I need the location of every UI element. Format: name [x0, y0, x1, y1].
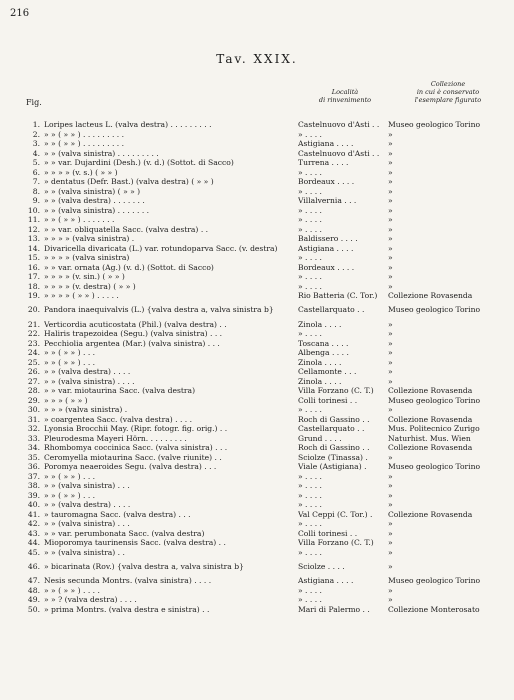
species-name: » » » » ( » » ) . . . . . — [44, 291, 119, 300]
table-row — [0, 462, 514, 472]
collection: Museo geologico Torino — [388, 462, 481, 471]
locality: Roch di Gassino . . — [298, 443, 370, 452]
collection: » — [388, 376, 393, 386]
locality: Mari di Palermo . . — [298, 604, 370, 614]
table-row — [0, 538, 514, 548]
figure-number: 12. — [27, 224, 40, 234]
locality: Turrena . . . . — [298, 158, 349, 167]
figure-number: 16. — [27, 262, 40, 272]
figure-number: 36. — [27, 462, 40, 471]
table-row — [0, 158, 514, 168]
locality: Sciolze . . . . — [298, 561, 345, 571]
locality: » . . . . — [298, 215, 322, 224]
figure-number: 50. — [27, 604, 40, 614]
locality: Villa Forzano (C. T.) — [298, 386, 374, 395]
locality: Albenga . . . . — [298, 348, 349, 357]
table-row — [0, 386, 514, 396]
species-name: » » ( » » ) . . . — [44, 348, 96, 357]
species-name: Haliris trapezoidea (Segu.) (valva sinistra) . . . — [44, 329, 223, 338]
locality: » . . . . — [298, 272, 322, 281]
collection: Collezione Rovasenda — [388, 414, 473, 424]
table-row — [0, 481, 514, 491]
figure-number: 27. — [27, 376, 40, 386]
collection: Collezione Rovasenda — [388, 386, 473, 395]
table-row — [0, 548, 514, 558]
table-row — [0, 500, 514, 510]
figure-number: 30. — [27, 405, 40, 414]
figure-number: 2. — [32, 129, 40, 139]
locality: Roch di Gassino . . — [298, 414, 370, 424]
collection: » — [388, 205, 393, 215]
species-name: » » (valva sinistra) . . . — [44, 519, 130, 528]
table-row — [0, 130, 514, 140]
species-name: » » ( » » ) . . . — [44, 357, 96, 367]
species-name: » » » » (valva sinistra) — [44, 253, 130, 262]
collection: » — [388, 158, 393, 167]
species-name: » dentatus (Defr. Bast.) (valva destra) ( » » ) — [44, 177, 214, 186]
species-name: Lyonsia Brocchii May. (Ripr. fotogr. fig. orig.) . . — [44, 424, 228, 433]
header-collezione-line1: Collezione — [430, 80, 466, 88]
table-row — [0, 529, 514, 539]
table-row — [0, 263, 514, 273]
figure-number: 17. — [27, 272, 40, 281]
figure-number: 29. — [27, 395, 40, 405]
species-name: Ceromyella miotaurina Sacc. (valve riunite) . . — [44, 452, 222, 462]
species-name: » » var. ornata (Ag.) (v. d.) (Sottot. di Sacco) — [44, 262, 214, 272]
figure-number: 20. — [27, 305, 40, 314]
collection: » — [388, 253, 393, 262]
collection: » — [388, 528, 393, 538]
collection: » — [388, 243, 393, 253]
table-row — [0, 187, 514, 197]
collection: Museo geologico Torino — [388, 576, 481, 585]
species-name: Nesis secunda Montrs. (valva sinistra) . . . . — [44, 576, 212, 585]
collection: » — [388, 357, 393, 367]
table-row — [0, 139, 514, 149]
species-name: » » (valva destra) . . . . — [44, 367, 131, 376]
figure-number: 13. — [27, 234, 40, 243]
figure-number: 34. — [27, 443, 40, 452]
figure-number: 39. — [27, 490, 40, 500]
collection: » — [388, 167, 393, 177]
collection: » — [388, 148, 393, 158]
species-name: » » (valva sinistra) . . — [44, 547, 125, 557]
figure-number: 48. — [27, 585, 40, 595]
table-row — [0, 320, 514, 330]
collection: Collezione Rovasenda — [388, 291, 473, 300]
figure-number: 45. — [27, 547, 40, 557]
locality: Villa Forzano (C. T.) — [298, 538, 374, 547]
collection: Museo geologico Torino — [388, 395, 481, 405]
locality: » . . . . — [298, 405, 322, 414]
locality: » . . . . — [298, 595, 322, 604]
species-name: » coargentea Sacc. (valva destra) . . . . — [44, 414, 193, 424]
locality: Toscana . . . . — [298, 338, 349, 348]
figure-number: 19. — [27, 291, 40, 300]
collection: » — [388, 561, 393, 571]
locality: » . . . . — [298, 281, 322, 291]
figure-number: 33. — [27, 433, 40, 443]
table-row — [0, 301, 514, 320]
locality: Cellamonte . . . — [298, 367, 357, 376]
locality: » . . . . — [298, 186, 322, 196]
figure-number: 6. — [32, 167, 40, 177]
species-name: » tauromagna Sacc. (valva destra) . . . — [44, 509, 191, 519]
species-name: » » ( » » ) . . . . . . . — [44, 215, 115, 224]
locality: » . . . . — [298, 519, 322, 528]
table-row — [0, 519, 514, 529]
table-row — [0, 443, 514, 453]
table-row — [0, 234, 514, 244]
collection: » — [388, 319, 393, 329]
collection: » — [388, 481, 393, 490]
collection: Collezione Rovasenda — [388, 509, 473, 519]
figure-number: 41. — [27, 509, 40, 519]
locality: Sciolze (Tinassa) . — [298, 452, 368, 462]
locality: Astigiana . . . . — [298, 139, 354, 148]
species-name: » » ( » » ) . . . — [44, 471, 96, 481]
collection: » — [388, 281, 393, 291]
table-row — [0, 244, 514, 254]
figure-number: 42. — [27, 519, 40, 528]
species-name: » » » ( » » ) — [44, 395, 88, 405]
header-localita-line1: Località — [331, 88, 359, 96]
locality: Zinola . . . . — [298, 357, 342, 367]
figure-number: 46. — [27, 561, 40, 571]
figure-number: 11. — [27, 215, 40, 224]
locality: Colli torinesi . . — [298, 395, 358, 405]
species-name: » » » » (v. sin.) ( » » ) — [44, 272, 125, 281]
figure-number: 47. — [27, 576, 40, 585]
species-name: » prima Montrs. (valva destra e sinistra) . . — [44, 604, 210, 614]
figure-number: 32. — [27, 424, 40, 433]
collection: » — [388, 519, 393, 528]
figure-number: 18. — [27, 281, 40, 291]
species-name: » » (valva sinistra) . . . . . . . . . — [44, 148, 159, 158]
table-row — [0, 291, 514, 301]
table-row — [0, 605, 514, 615]
locality: Castelnuovo d'Asti . . — [298, 148, 380, 158]
table-row — [0, 225, 514, 235]
collection: » — [388, 139, 393, 148]
collection: Mus. Politecnico Zurigo — [388, 424, 480, 433]
species-name: » » (valva destra) . . . . . . . — [44, 196, 145, 205]
collection: Museo geologico Torino — [388, 305, 481, 314]
species-name: Mioporomya taurinensis Sacc. (valva destra) . . — [44, 538, 226, 547]
table-row — [0, 253, 514, 263]
table-row — [0, 472, 514, 482]
locality: Zinola . . . . — [298, 376, 342, 386]
figure-number: 9. — [32, 196, 40, 205]
table-row — [0, 396, 514, 406]
table-row — [0, 434, 514, 444]
locality: Viale (Astigiana) . — [298, 462, 367, 471]
locality: Castellarquato . . — [298, 424, 365, 433]
locality: » . . . . — [298, 205, 322, 215]
locality: » . . . . — [298, 224, 322, 234]
figure-number: 31. — [27, 414, 40, 424]
collection: » — [388, 129, 393, 139]
header-fig: Fig. — [26, 98, 42, 107]
locality: Zinola . . . . — [298, 319, 342, 329]
table-row — [0, 576, 514, 586]
figure-number: 43. — [27, 528, 40, 538]
locality: Baldissero . . . . — [298, 234, 358, 243]
figure-number: 8. — [32, 186, 40, 196]
collection: Collezione Monterosato — [388, 604, 480, 614]
table-row — [0, 329, 514, 339]
figure-number: 1. — [32, 120, 40, 129]
plate-title: Tav. XXIX. — [216, 52, 298, 66]
table-row — [0, 358, 514, 368]
table-row — [0, 339, 514, 349]
collection: » — [388, 452, 393, 462]
table-row — [0, 415, 514, 425]
collection: Museo geologico Torino — [388, 120, 481, 129]
header-collezione-line3: l'esemplare figurato — [414, 96, 482, 104]
table-row — [0, 206, 514, 216]
species-name: » » » » (v. destra) ( » » ) — [44, 281, 136, 291]
species-name: Rhombomya coccinica Sacc. (valva sinistra) . . . — [44, 443, 228, 452]
species-name: Divaricella divaricata (L.) var. rotundoparva Sacc. (v. destra) — [44, 243, 278, 253]
species-name: » » ? (valva destra) . . . . — [44, 595, 137, 604]
species-name: Pleurodesma Mayeri Hörn. . . . . . . . . — [44, 433, 187, 443]
figure-number: 10. — [27, 205, 40, 215]
collection: Naturhist. Mus. Wien — [388, 433, 471, 443]
collection: » — [388, 595, 393, 604]
figure-number: 15. — [27, 253, 40, 262]
collection: » — [388, 500, 393, 509]
species-name: Poromya neaeroides Segu. (valva destra) . . . — [44, 462, 217, 471]
locality: Grund . . . . — [298, 433, 342, 443]
collection: » — [388, 490, 393, 500]
locality: » . . . . — [298, 481, 322, 490]
figure-number: 3. — [32, 139, 40, 148]
collection: » — [388, 234, 393, 243]
header-collezione-line2: in cui è conservato — [416, 88, 480, 96]
table-row — [0, 595, 514, 605]
locality: Bordeaux . . . . — [298, 177, 355, 186]
figure-number: 28. — [27, 386, 40, 395]
collection: » — [388, 471, 393, 481]
collection: » — [388, 224, 393, 234]
locality: Astigiana . . . . — [298, 576, 354, 585]
collection: » — [388, 262, 393, 272]
species-name: » » ( » » ) . . . — [44, 490, 96, 500]
figure-number: 4. — [32, 148, 40, 158]
table-row — [0, 405, 514, 415]
figure-number: 26. — [27, 367, 40, 376]
table-row — [0, 168, 514, 178]
figure-number: 22. — [27, 329, 40, 338]
species-name: » » ( » » ) . . . . . . . . . — [44, 129, 125, 139]
collection: » — [388, 338, 393, 348]
table-row — [0, 586, 514, 596]
species-name: » » (valva sinistra) ( » » ) — [44, 186, 141, 196]
collection: » — [388, 547, 393, 557]
species-name: Loripes lacteus L. (valva destra) . . . . . . . . . — [44, 120, 212, 129]
figure-number: 23. — [27, 338, 40, 348]
table-row — [0, 149, 514, 159]
collection: » — [388, 585, 393, 595]
table-row — [0, 424, 514, 434]
table-row — [0, 282, 514, 292]
collection: » — [388, 215, 393, 224]
locality: » . . . . — [298, 129, 322, 139]
species-name: Verticordia acuticostata (Phil.) (valva destra) . . — [44, 319, 227, 329]
species-name: Pecchiolia argentea (Mar.) (valva sinistra) . . . — [44, 338, 220, 348]
figure-number: 40. — [27, 500, 40, 509]
table-row — [0, 453, 514, 463]
species-name: » » var. miotaurina Sacc. (valva destra) — [44, 386, 196, 395]
table-row — [0, 377, 514, 387]
species-name: » » ( » » ) . . . . . . . . . — [44, 139, 125, 148]
figure-number: 38. — [27, 481, 40, 490]
header-localita-line2: di rinvenimento — [318, 96, 372, 104]
collection: Collezione Rovasenda — [388, 443, 473, 452]
locality: » . . . . — [298, 167, 322, 177]
species-name: » » (valva sinistra) . . . — [44, 481, 130, 490]
collection: » — [388, 329, 393, 338]
table-row — [0, 196, 514, 206]
collection: » — [388, 405, 393, 414]
collection: » — [388, 538, 393, 547]
table-row — [0, 491, 514, 501]
locality: Astigiana . . . . — [298, 243, 354, 253]
figure-table — [0, 120, 514, 614]
table-row — [0, 177, 514, 187]
locality: » . . . . — [298, 547, 322, 557]
table-row — [0, 557, 514, 576]
species-name: Pandora inaequivalvis (L.) {valva destra a, valva sinistra b} — [44, 305, 274, 314]
figure-number: 5. — [32, 158, 40, 167]
locality: » . . . . — [298, 490, 322, 500]
species-name: » » var. obliquatella Sacc. (valva destra) . . — [44, 224, 209, 234]
locality: Val Ceppi (C. Tor.) . — [298, 509, 373, 519]
species-name: » » » » (v. s.) ( » » ) — [44, 167, 118, 177]
locality: » . . . . — [298, 253, 322, 262]
locality: Villalvernia . . . — [298, 196, 357, 205]
collection: » — [388, 196, 393, 205]
figure-number: 7. — [32, 177, 40, 186]
collection: » — [388, 177, 393, 186]
page-number: 216 — [10, 8, 30, 19]
figure-number: 37. — [27, 471, 40, 481]
collection: » — [388, 186, 393, 196]
species-name: » » (valva sinistra) . . . . . . . — [44, 205, 150, 215]
species-name: » bicarinata (Rov.) {valva destra a, valva sinistra b} — [44, 561, 244, 571]
figure-number: 49. — [27, 595, 40, 604]
header-localita — [305, 88, 385, 104]
species-name: » » ( » » ) . . . . — [44, 585, 100, 595]
species-name: » » var. perumbonata Sacc. (valva destra) — [44, 528, 205, 538]
species-name: » » (valva sinistra) . . . . — [44, 376, 135, 386]
collection: » — [388, 367, 393, 376]
locality: » . . . . — [298, 471, 322, 481]
species-name: » » var. Dujardini (Desh.) (v. d.) (Sottot. di Sacco) — [44, 158, 234, 167]
figure-number: 24. — [27, 348, 40, 357]
table-row — [0, 367, 514, 377]
table-row — [0, 272, 514, 282]
locality: Bordeaux . . . . — [298, 262, 355, 272]
locality: » . . . . — [298, 329, 322, 338]
figure-number: 44. — [27, 538, 40, 547]
locality: Rio Batteria (C. Tor.) — [298, 291, 378, 300]
table-row — [0, 348, 514, 358]
locality: » . . . . — [298, 500, 322, 509]
collection: » — [388, 348, 393, 357]
locality: Castelnuovo d'Asti . . — [298, 120, 380, 129]
species-name: » » » (valva sinistra) . — [44, 405, 128, 414]
figure-number: 35. — [27, 452, 40, 462]
figure-number: 21. — [27, 319, 40, 329]
header-collezione — [388, 80, 508, 104]
species-name: » » » » (valva sinistra) . — [44, 234, 135, 243]
locality: Castellarquato . . — [298, 305, 365, 314]
locality: Colli torinesi . . — [298, 528, 358, 538]
table-row — [0, 120, 514, 130]
table-row — [0, 215, 514, 225]
figure-number: 14. — [27, 243, 40, 253]
table-row — [0, 510, 514, 520]
locality: » . . . . — [298, 585, 322, 595]
figure-number: 25. — [27, 357, 40, 367]
species-name: » » (valva destra) . . . . — [44, 500, 131, 509]
collection: » — [388, 272, 393, 281]
